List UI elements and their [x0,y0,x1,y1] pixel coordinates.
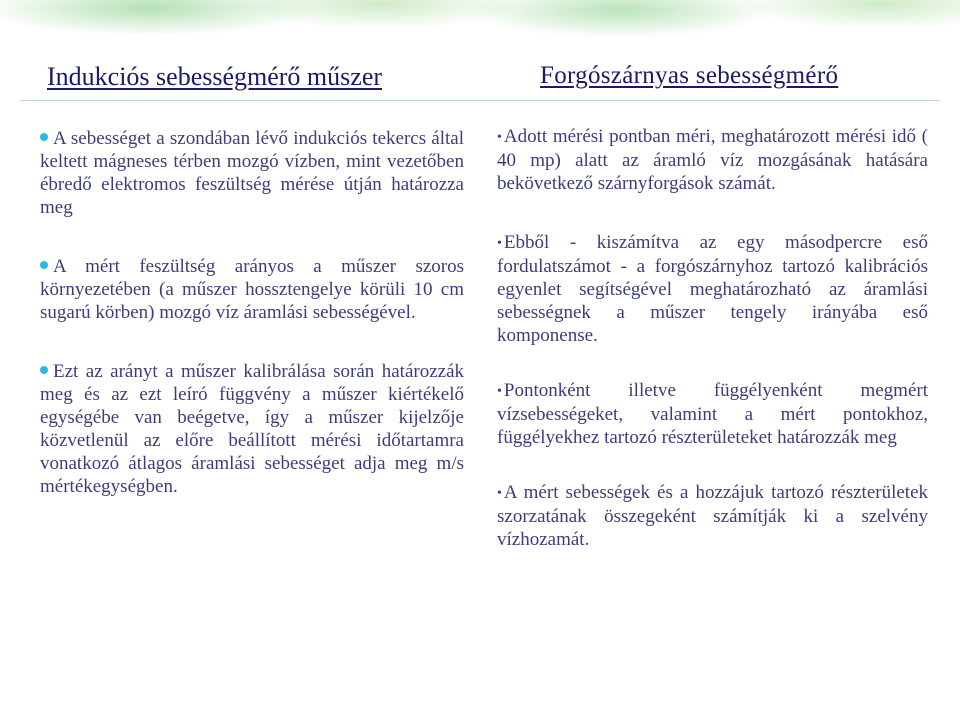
left-title: Indukciós sebességmérő műszer [47,62,383,91]
right-paragraph-text: Pontonként illetve függélyenként megmért vízsebességeket, valamint a mért pontokhoz, függélyekhez tartozó részterületeket határozzák meg [497,380,928,448]
bullet-icon [40,366,48,374]
right-paragraph-text: Adott mérési pontban méri, meghatározott mérési idő ( 40 mp) alatt az áramló víz mozgásának hatására bekövetkező szárnyforgások számát. [497,126,928,194]
header-decoration [0,0,960,60]
right-paragraph-text: Ebből - kiszámítva az egy másodpercre eső fordulatszámot - a forgószárnyhoz tartozó kalibrációs egyenlet segítségével meghatározható az áramlási sebességnek a műszer tengely irányába eső komponense. [497,232,928,346]
right-column [497,125,928,551]
bullet-icon: • [497,130,502,145]
left-paragraph [40,360,464,498]
right-paragraph [497,379,928,449]
bullet-icon: • [497,384,502,399]
left-paragraph-text: Ezt az arányt a műszer kalibrálása során határozzák meg és az ezt leíró függvény a műszer kiértékelő egységébe van beégetve, így a műszer kijelzője közvetlenül az előre beállított mérési időtartamra vonatkozó átlagos áramlási sebességet adja meg m/s mértékegységben. [40,361,464,497]
left-paragraph-text: A sebességet a szondában lévő indukciós tekercs által keltett mágneses térben mozgó vízben, mint vezetőben ébredő elektromos feszültség mérése útján határozza meg [40,128,464,218]
left-column [40,127,464,498]
bullet-icon [40,261,48,269]
left-paragraph-text: A mért feszültség arányos a műszer szoros környezetében (a műszer hossztengelye körüli 10 cm sugarú körben) mozgó víz áramlási sebességével. [40,256,464,323]
bullet-icon: • [497,236,502,251]
right-paragraph-text: A mért sebességek és a hozzájuk tartozó részterületek szorzatának összegeként számítják ki a szelvény vízhozamát. [497,482,928,550]
right-paragraph [497,481,928,551]
bullet-icon: • [497,486,502,501]
bullet-icon [40,133,48,141]
right-title: Forgószárnyas sebességmérő [540,62,839,89]
divider-line [20,100,940,101]
left-paragraph [40,127,464,219]
right-paragraph [497,231,928,347]
left-paragraph [40,255,464,324]
right-paragraph [497,125,928,195]
